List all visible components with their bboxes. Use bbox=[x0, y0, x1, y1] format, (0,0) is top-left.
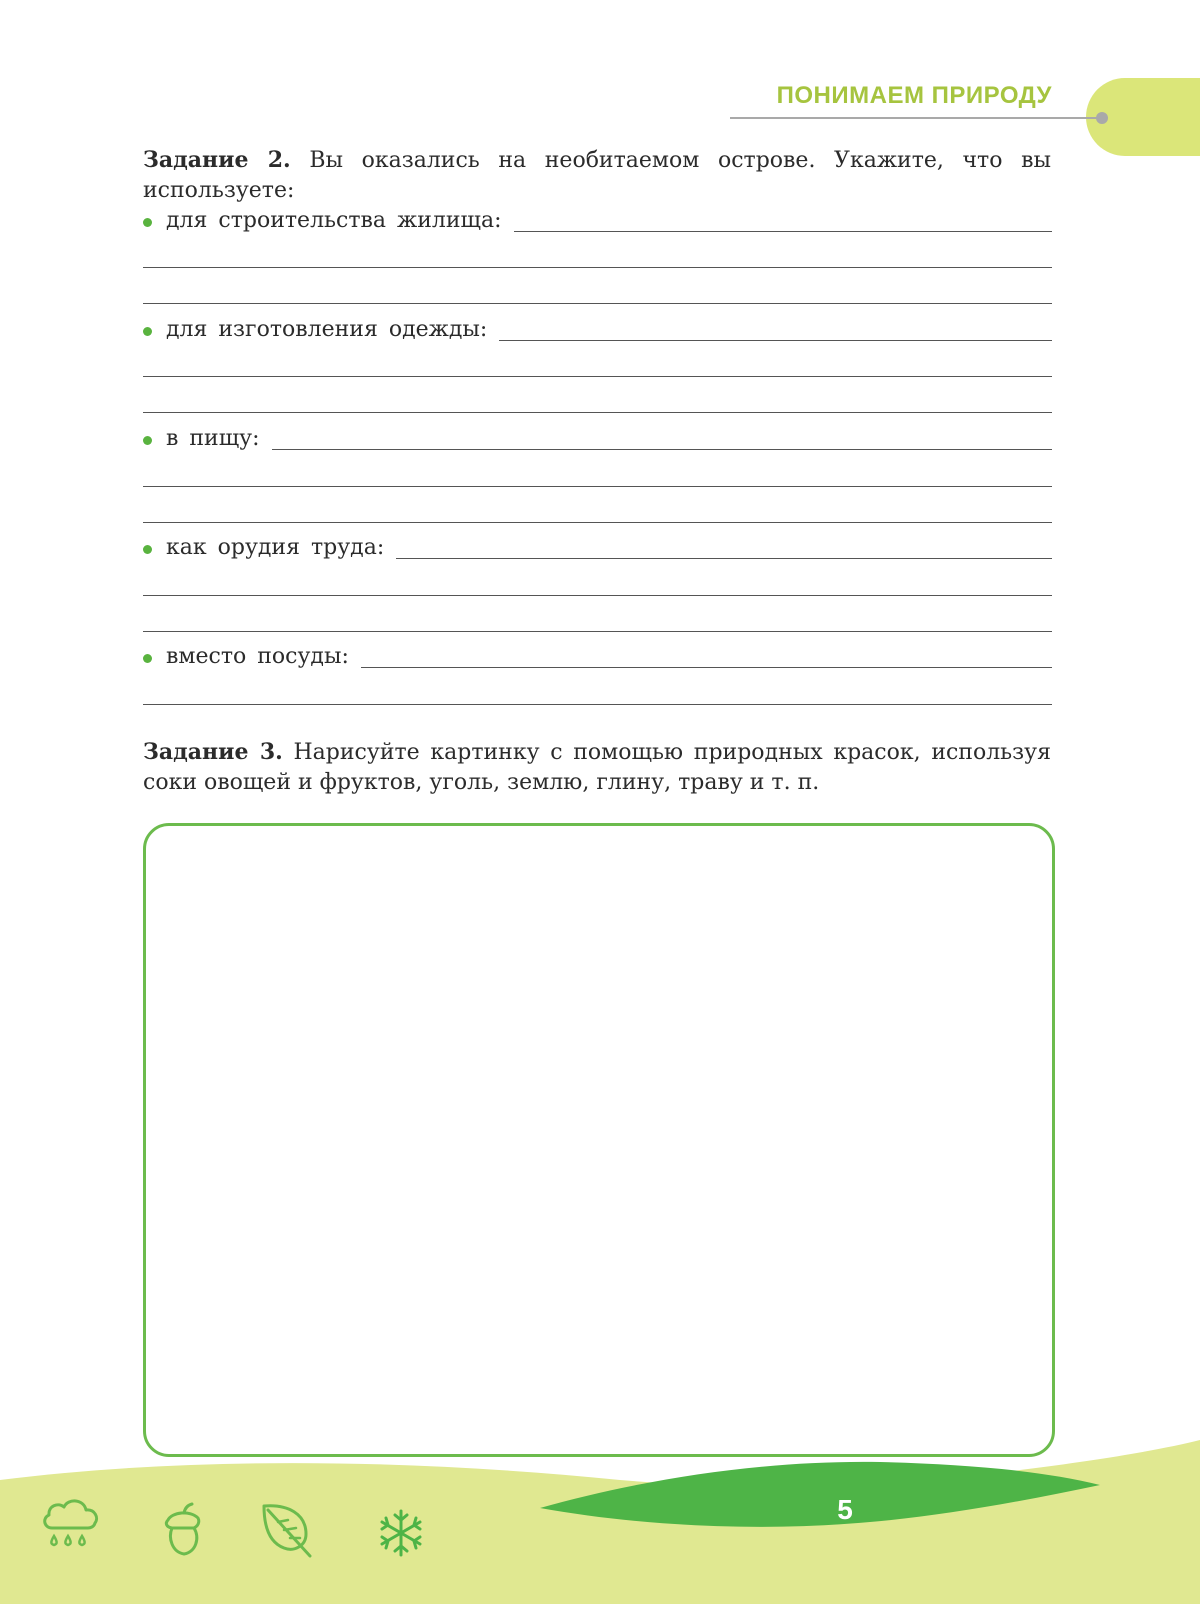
answer-item-label: как орудия труда: bbox=[166, 535, 385, 560]
bullet-icon bbox=[143, 218, 152, 227]
answer-item-clothing bbox=[143, 315, 1052, 345]
answer-item-housing bbox=[143, 206, 1052, 236]
answer-item-label: для строительства жилища: bbox=[166, 208, 502, 233]
answer-line[interactable] bbox=[143, 486, 1052, 487]
bullet-icon bbox=[143, 436, 152, 445]
answer-item-label: для изготовления одежды: bbox=[166, 317, 488, 342]
answer-line[interactable] bbox=[499, 340, 1052, 341]
answer-line[interactable] bbox=[514, 231, 1052, 232]
drawing-area[interactable] bbox=[143, 823, 1055, 1457]
answer-line[interactable] bbox=[143, 704, 1052, 705]
answer-line[interactable] bbox=[361, 667, 1052, 668]
answer-line[interactable] bbox=[143, 595, 1052, 596]
answer-item-food bbox=[143, 424, 1052, 454]
answer-line[interactable] bbox=[143, 412, 1052, 413]
task-2-label: Задание 2. bbox=[143, 147, 291, 173]
answer-item-dishes bbox=[143, 642, 1052, 672]
header-rule bbox=[730, 117, 1102, 119]
answer-line[interactable] bbox=[143, 376, 1052, 377]
answer-line[interactable] bbox=[143, 522, 1052, 523]
task-2-instructions: Вы оказались на необитаемом острове. Укажите, что вы используете: bbox=[143, 148, 1051, 203]
answer-item-label: вместо посуды: bbox=[166, 644, 349, 669]
task-3-label: Задание 3. bbox=[143, 739, 283, 765]
snowflake-icon bbox=[376, 1508, 426, 1558]
answer-item-tools bbox=[143, 533, 1052, 563]
answer-line[interactable] bbox=[143, 303, 1052, 304]
header-rule-dot bbox=[1096, 112, 1108, 124]
answer-line[interactable] bbox=[272, 449, 1052, 450]
bullet-icon bbox=[143, 327, 152, 336]
rain-cloud-icon bbox=[38, 1494, 102, 1554]
answer-item-label: в пищу: bbox=[166, 426, 260, 451]
task-3-instructions: Нарисуйте картинку с помощью природных красок, используя соки овощей и фруктов, уголь, землю, глину, траву и т. п. bbox=[143, 740, 1051, 795]
answer-line[interactable] bbox=[143, 631, 1052, 632]
section-title: ПОНИМАЕМ ПРИРОДУ bbox=[776, 82, 1052, 109]
acorn-icon bbox=[154, 1500, 210, 1560]
answer-line[interactable] bbox=[143, 267, 1052, 268]
page-number: 5 bbox=[837, 1494, 853, 1525]
bullet-icon bbox=[143, 654, 152, 663]
task-3-text bbox=[143, 737, 1051, 798]
task-2-text bbox=[143, 145, 1051, 206]
leaf-icon bbox=[258, 1500, 316, 1560]
answer-line[interactable] bbox=[396, 558, 1052, 559]
bullet-icon bbox=[143, 545, 152, 554]
